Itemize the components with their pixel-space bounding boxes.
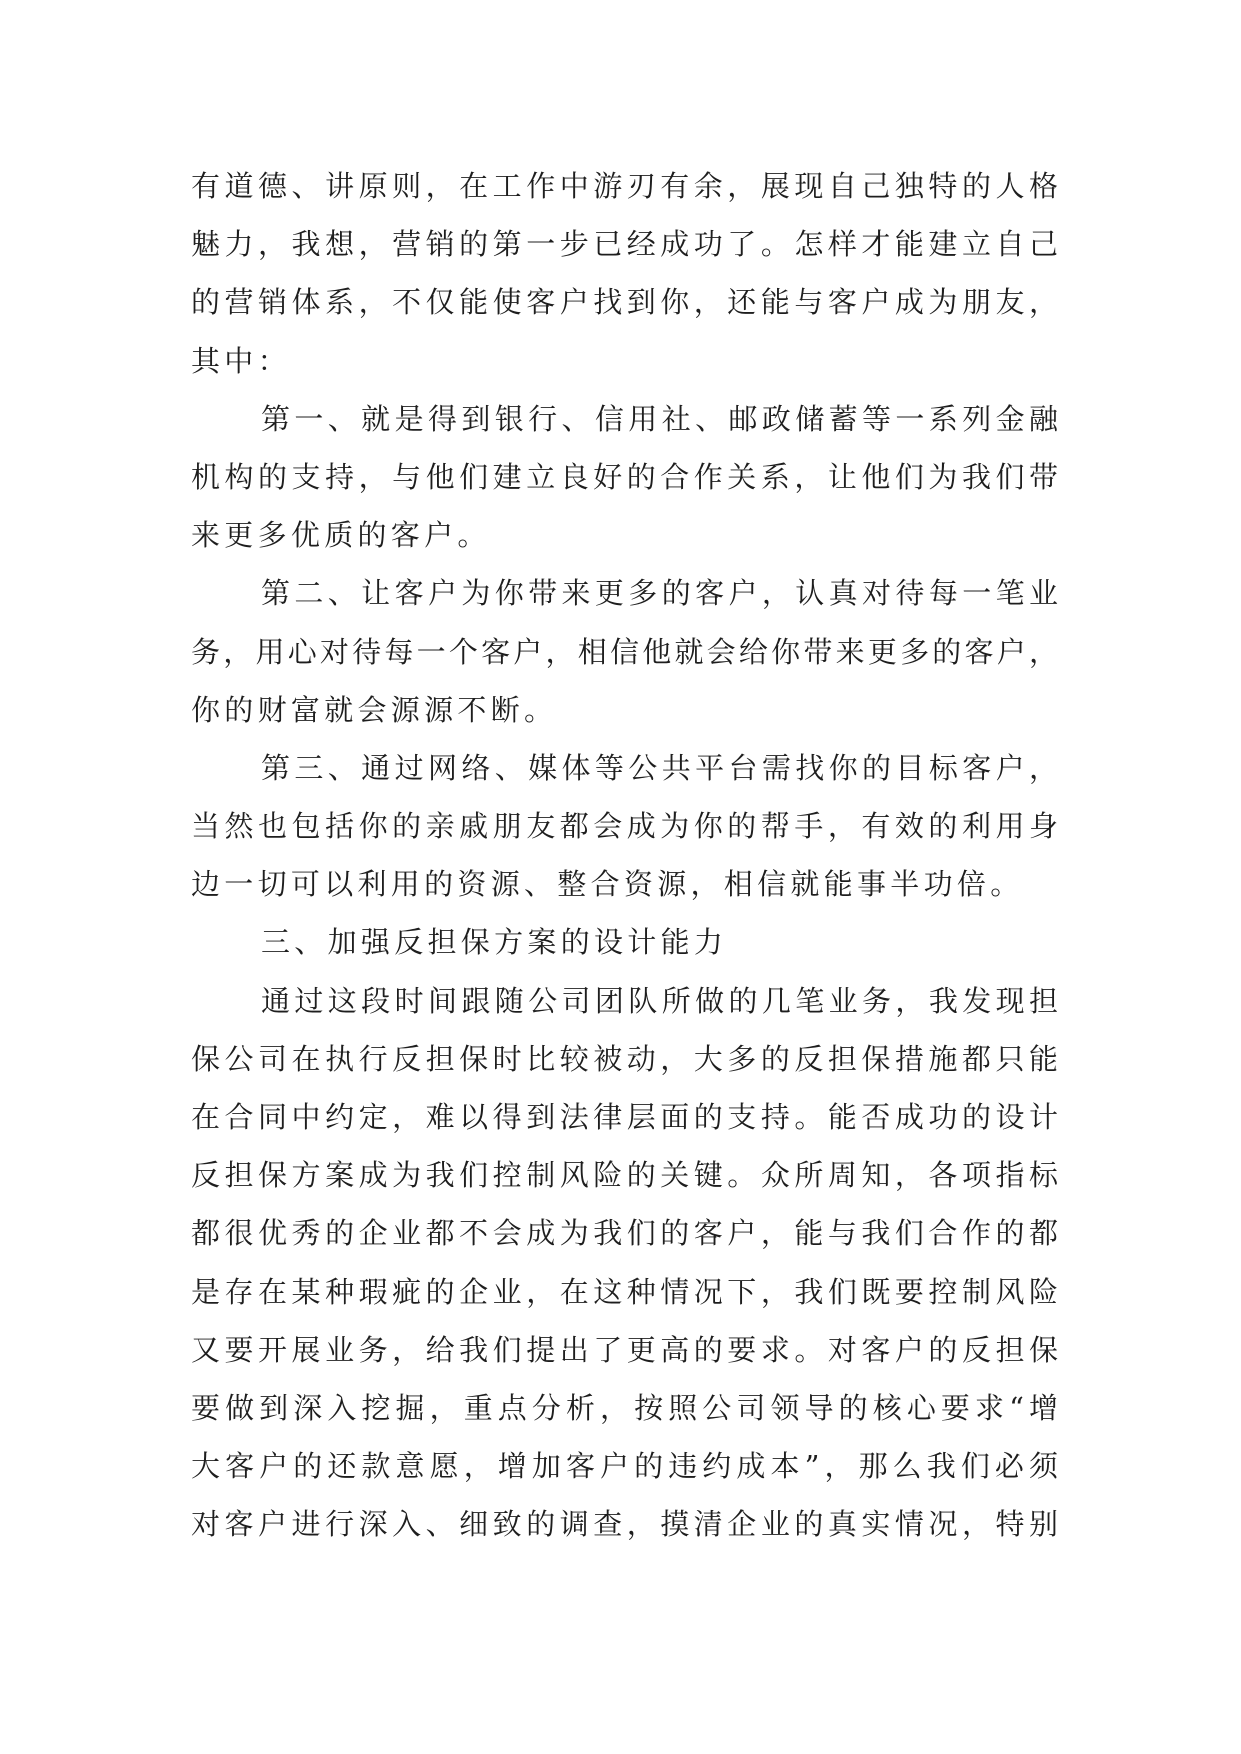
text-line: 边一切可以利用的资源、整合资源，相信就能事半功倍。 [191, 867, 1024, 902]
section-heading [191, 913, 1058, 971]
text-line: 来更多优质的客户。 [191, 518, 491, 553]
text-line: 保公司在执行反担保时比较被动，大多的反担保措施都只能 [191, 1041, 1058, 1076]
section-heading-text: 三、加强反担保方案的设计能力 [261, 925, 728, 960]
text-line: 是存在某种瑕疵的企业，在这种情况下，我们既要控制风险 [191, 1274, 1058, 1309]
text-line: 务，用心对待每一个客户，相信他就会给你带来更多的客户， [191, 634, 1058, 669]
text-line: 当然也包括你的亲戚朋友都会成为你的帮手，有效的利用身 [191, 809, 1058, 844]
text-line: 大客户的还款意愿，增加客户的违约成本”，那么我们必须 [191, 1449, 1058, 1484]
text-line: 又要开展业务，给我们提出了更高的要求。对客户的反担保 [191, 1332, 1058, 1367]
document-body [191, 157, 1058, 1554]
text-line: 有道德、讲原则，在工作中游刃有余，展现自己独特的人格 [191, 169, 1058, 203]
text-line: 通过这段时间跟随公司团队所做的几笔业务，我发现担 [261, 983, 1058, 1018]
text-line: 的营销体系，不仅能使客户找到你，还能与客户成为朋友， [191, 285, 1058, 320]
text-line: 第二、让客户为你带来更多的客户，认真对待每一笔业 [261, 576, 1058, 611]
text-line: 都很优秀的企业都不会成为我们的客户，能与我们合作的都 [191, 1216, 1058, 1251]
paragraph-counter-guarantee [191, 972, 1058, 1554]
text-line: 要做到深入挖掘，重点分析，按照公司领导的核心要求“增 [191, 1390, 1058, 1425]
text-line: 机构的支持，与他们建立良好的合作关系，让他们为我们带 [191, 459, 1058, 494]
paragraph-continued [191, 157, 1058, 390]
text-line: 对客户进行深入、细致的调查，摸清企业的真实情况，特别 [191, 1507, 1058, 1542]
text-line: 第一、就是得到银行、信用社、邮政储蓄等一系列金融 [261, 401, 1058, 436]
paragraph-point-one [191, 390, 1058, 565]
text-line: 你的财富就会源源不断。 [191, 692, 558, 727]
text-line: 反担保方案成为我们控制风险的关键。众所周知，各项指标 [191, 1158, 1058, 1193]
text-line: 在合同中约定，难以得到法律层面的支持。能否成功的设计 [191, 1100, 1058, 1134]
text-line: 其中： [191, 343, 291, 378]
paragraph-point-three [191, 739, 1058, 914]
text-line: 魅力，我想，营销的第一步已经成功了。怎样才能建立自己 [191, 227, 1058, 262]
paragraph-point-two [191, 564, 1058, 739]
text-line: 第三、通过网络、媒体等公共平台需找你的目标客户， [261, 750, 1058, 785]
